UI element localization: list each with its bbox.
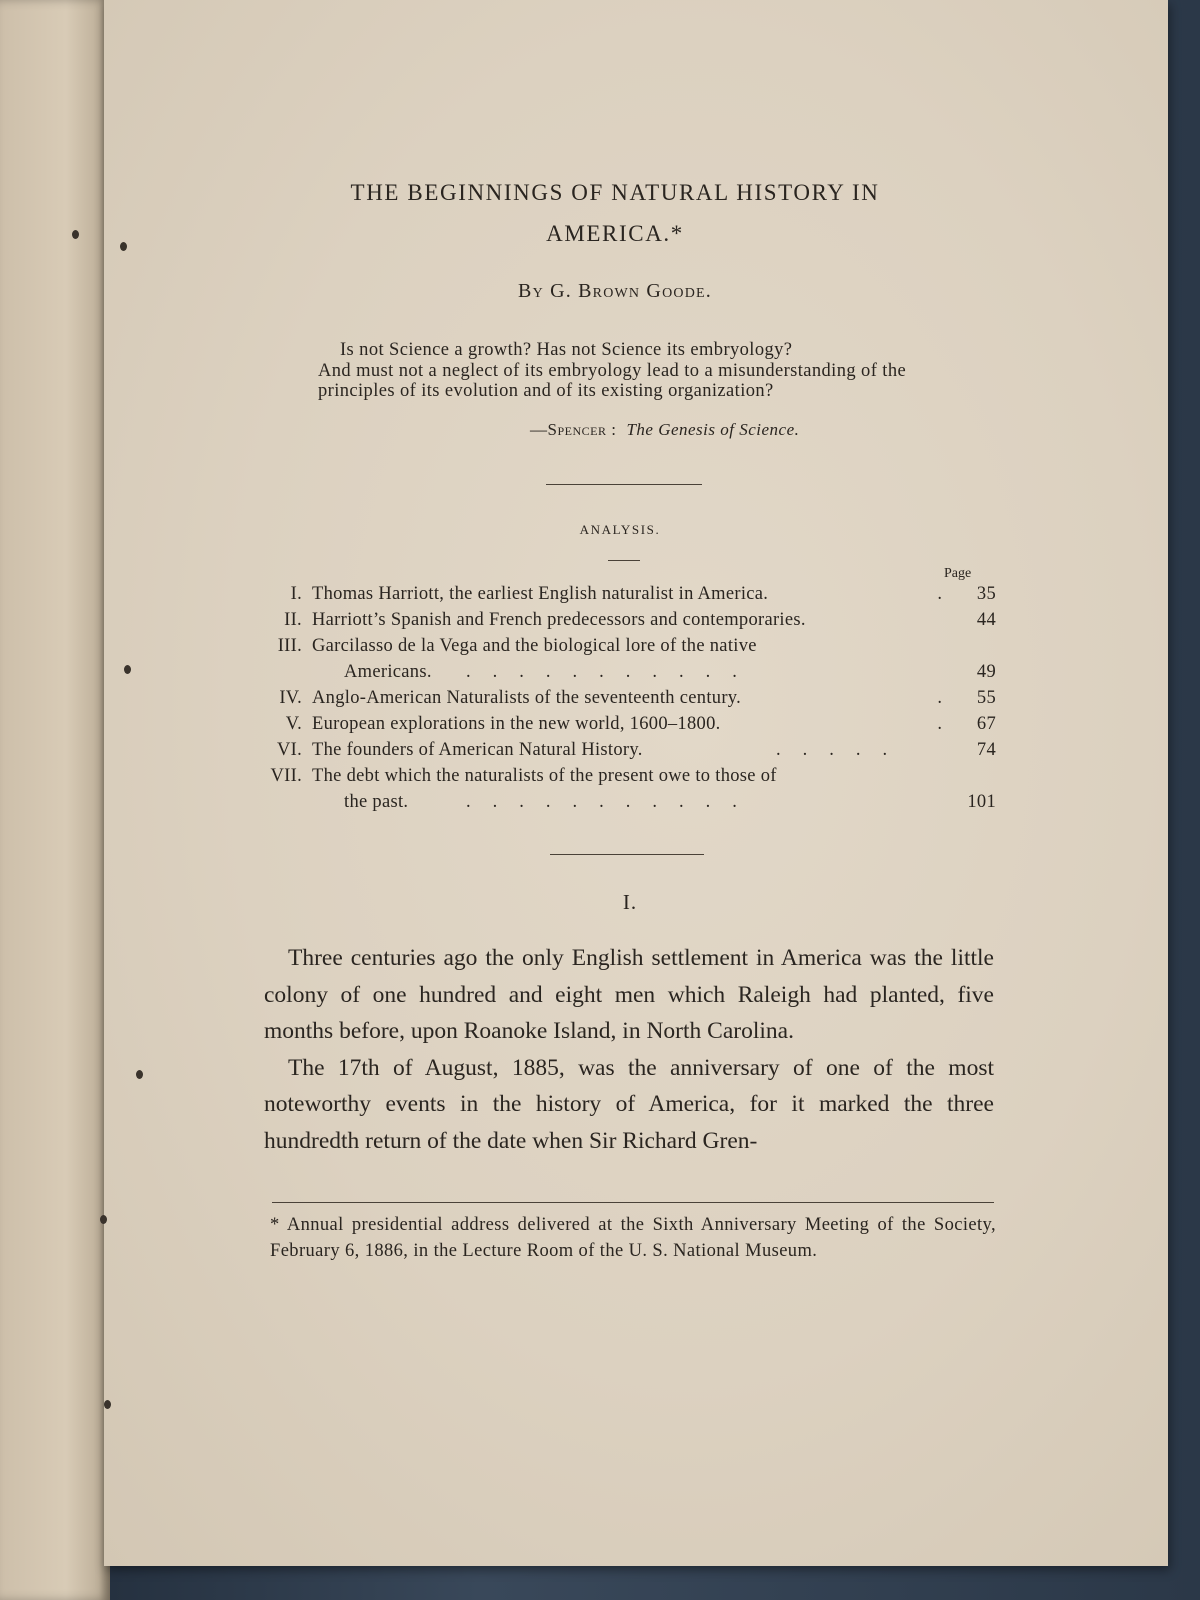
analysis-entry-page: 101 xyxy=(967,792,996,812)
epigraph-text: And must not a neglect of its embryology lead to a misunderstanding of the principles of its evolution and of its existing organization? xyxy=(318,360,907,401)
epigraph-line1: Is not Science a growth? Has not Science its embryology? xyxy=(340,340,793,360)
analysis-entry-page: 49 xyxy=(976,662,996,682)
analysis-entry-text: Thomas Harriott, the earliest English naturalist in America. xyxy=(312,584,769,604)
analysis-entry-number: VI. xyxy=(276,740,302,760)
analysis-entry-leader: . xyxy=(937,714,942,734)
binding-hole xyxy=(136,1070,143,1079)
analysis-entry-leader: . xyxy=(937,688,942,708)
analysis-entry xyxy=(256,792,996,818)
analysis-entry-text: Harriott’s Spanish and French predecessors and contemporaries. xyxy=(312,610,806,630)
article-title xyxy=(240,172,990,254)
binding-hole xyxy=(100,1215,107,1224)
analysis-entry-text: the past. xyxy=(344,792,409,812)
divider-rule xyxy=(546,484,702,485)
section-number: I. xyxy=(622,890,638,914)
analysis-contents xyxy=(256,584,996,818)
footnote: * Annual presidential address delivered at the Sixth Anniversary Meeting of the Society, February 6, 1886, in the Lecture Room of the U. S. National Museum. xyxy=(270,1215,996,1261)
analysis-entry-page: 67 xyxy=(976,714,996,734)
body-text xyxy=(264,940,994,1159)
analysis-entry-leader: . xyxy=(937,584,942,604)
binding-hole xyxy=(104,1400,111,1409)
analysis-entry-number: IV. xyxy=(279,688,302,708)
page-column-label: Page xyxy=(944,566,972,581)
analysis-entry xyxy=(256,688,996,714)
analysis-heading: ANALYSIS. xyxy=(579,522,661,537)
analysis-entry-text: European explorations in the new world, 1600–1800. xyxy=(312,714,721,734)
footnote-rule xyxy=(272,1202,994,1203)
analysis-entry-page: 44 xyxy=(976,610,996,630)
analysis-entry-text: The debt which the naturalists of the present owe to those of xyxy=(312,766,777,786)
analysis-entry-text: The founders of American Natural History. xyxy=(312,740,643,760)
analysis-entry-page: 74 xyxy=(976,740,996,760)
binding-hole xyxy=(120,242,127,251)
epigraph-author: —Spencer : xyxy=(530,420,617,439)
analysis-entry-number: V. xyxy=(285,714,302,734)
epigraph xyxy=(318,340,928,402)
article-title-line2: AMERICA.* xyxy=(546,221,684,246)
analysis-entry-leader: ........... xyxy=(466,792,759,812)
epigraph-attribution xyxy=(530,420,799,440)
epigraph-work-title: The Genesis of Science. xyxy=(626,420,800,439)
short-divider-rule xyxy=(608,560,640,561)
analysis-entry xyxy=(256,636,996,662)
analysis-entry-number: VII. xyxy=(270,766,302,786)
analysis-entry-text: Garcilasso de la Vega and the biological lore of the native xyxy=(312,636,757,656)
analysis-entry-number: III. xyxy=(277,636,302,656)
binding-hole xyxy=(124,665,131,674)
binding-hole xyxy=(72,230,79,239)
analysis-entry-page: 35 xyxy=(976,584,996,604)
analysis-entry-page: 55 xyxy=(976,688,996,708)
analysis-entry-number: II. xyxy=(284,610,302,630)
analysis-entry xyxy=(256,766,996,792)
analysis-entry-text: Americans. xyxy=(344,662,432,682)
body-paragraph: Three centuries ago the only English settlement in America was the little colony of one hundred and eight men which Raleigh had planted, five months before, upon Roanoke Island, in North Carolina. xyxy=(264,945,994,1044)
analysis-entry-number: I. xyxy=(290,584,302,604)
analysis-entry xyxy=(256,740,996,766)
analysis-entry-text: Anglo-American Naturalists of the seventeenth century. xyxy=(312,688,742,708)
analysis-entry xyxy=(256,584,996,610)
analysis-entry-leader: ..... xyxy=(776,740,910,760)
analysis-entry xyxy=(256,610,996,636)
analysis-entry-leader: ........... xyxy=(466,662,759,682)
analysis-entry xyxy=(256,714,996,740)
book-spine xyxy=(0,0,110,1600)
body-paragraph: The 17th of August, 1885, was the anniversary of one of the most noteworthy events in the history of America, for it marked the three hundredth return of the date when Sir Richard Gren- xyxy=(264,1054,994,1154)
article-title-line1: THE BEGINNINGS OF NATURAL HISTORY IN xyxy=(350,180,880,205)
author-byline: By G. Brown Goode. xyxy=(518,280,712,302)
analysis-entry xyxy=(256,662,996,688)
divider-rule xyxy=(550,854,704,855)
